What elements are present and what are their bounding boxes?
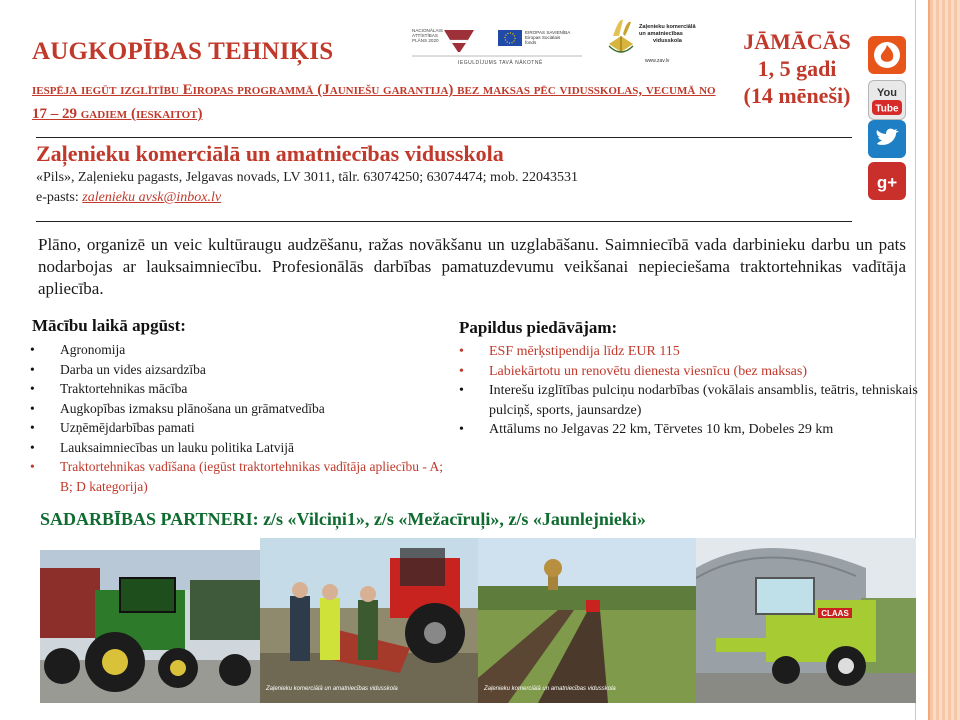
list-item: • Labiekārtotu un renovētu dienesta viesnīcu (bez maksas) bbox=[459, 362, 919, 382]
eu-slogan-text: IEGULDĪJUMS TAVĀ NĀKOTNĒ bbox=[458, 60, 543, 66]
twitter-icon[interactable] bbox=[868, 120, 906, 158]
list-item: • Uzņēmējdarbības pamati bbox=[30, 418, 458, 438]
duration-line-1: JĀMĀCĀS bbox=[743, 29, 851, 54]
list-item: • Attālums no Jelgavas 22 km, Tērvetes 10 km, Dobeles 29 km bbox=[459, 420, 919, 440]
decorative-side-line bbox=[928, 0, 930, 720]
page-subtitle: iespēja iegūt izglītību Eiropas programmā (Jauniešu garantija) bez maksas pēc vidusskolas, vecumā no 17 – 29 gadiem (ieskaitot) bbox=[32, 82, 716, 122]
school-logo-text-3: vidusskola bbox=[653, 38, 682, 44]
list-item: • ESF mērķstipendija līdz EUR 115 bbox=[459, 342, 919, 362]
decorative-side-band bbox=[930, 0, 960, 720]
eu-logo-text-1: EIROPAS SAVIENĪBA bbox=[525, 30, 571, 35]
list-item: • Agronomija bbox=[30, 340, 458, 360]
page-title: AUGKOPĪBAS TEHNIĶIS bbox=[32, 38, 334, 65]
fire-icon[interactable] bbox=[868, 36, 906, 74]
school-email-line bbox=[36, 190, 221, 206]
school-name: Zaļenieku komerciālā un amatniecības vidusskola bbox=[36, 141, 504, 166]
school-logo-text-2: un amatniecības bbox=[639, 31, 683, 37]
list-item: • Darba un vides aizsardzība bbox=[30, 360, 458, 380]
photo-ploughed-field bbox=[478, 538, 696, 703]
combine-brand-label: CLAAS bbox=[821, 609, 849, 618]
photo-students-plough bbox=[260, 538, 478, 703]
youtube-icon[interactable] bbox=[868, 80, 906, 120]
list-item: • Lauksaimniecības un lauku politika Latvijā bbox=[30, 438, 458, 458]
youtube-icon-you: You bbox=[877, 87, 897, 99]
google-plus-icon-text: g+ bbox=[876, 173, 898, 192]
youtube-icon-tube: Tube bbox=[875, 103, 899, 115]
photo-tractors bbox=[40, 550, 260, 703]
latvia-flag-icon bbox=[444, 30, 474, 52]
list-item: • Interešu izglītības pulciņu nodarbības (vokālais ansamblis, teātris, tehniskais pulciņš, sports, jaunsardze) bbox=[459, 381, 919, 420]
eu-logo-text-2: Eiropas Sociālais bbox=[525, 35, 561, 40]
school-address: «Pils», Zaļenieku pagasts, Jelgavas novads, LV 3011, tālr. 63074250; 63074474; mob. 22043531 bbox=[36, 170, 578, 185]
divider-bottom bbox=[36, 221, 852, 222]
photo-caption-2: Zaļenieku komerciālā un amatniecības vidusskola bbox=[484, 686, 616, 692]
photo-caption-1: Zaļenieku komerciālā un amatniecības vidusskola bbox=[266, 686, 398, 692]
funding-logos bbox=[410, 24, 585, 70]
list-item: • Traktortehnikas vadīšana (iegūst traktortehnikas vadītāja apliecību - A; B; D kategorija) bbox=[30, 457, 458, 496]
list-item: • Augkopības izmaksu plānošana un grāmatvedība bbox=[30, 399, 458, 419]
learning-heading: Mācību laikā apgūst: bbox=[32, 316, 186, 335]
school-logo-url: www.zav.lv bbox=[645, 58, 670, 64]
email-link[interactable]: zalenieku avsk@inbox.lv bbox=[82, 190, 222, 205]
email-label: e-pasts: bbox=[36, 190, 79, 205]
duration-line-2: 1, 5 gadi bbox=[757, 56, 837, 81]
list-item: • Traktortehnikas mācība bbox=[30, 379, 458, 399]
school-logo bbox=[605, 14, 715, 76]
book-wheat-icon bbox=[609, 20, 633, 52]
offers-list bbox=[459, 342, 919, 440]
divider-top bbox=[36, 137, 852, 138]
duration-line-3: (14 mēneši) bbox=[743, 83, 851, 108]
photo-combine-harvester bbox=[696, 538, 916, 703]
nap-logo-text-3: PLĀNS 2020 bbox=[412, 38, 439, 43]
eu-logo-text-3: fonds bbox=[525, 40, 537, 45]
learning-list bbox=[30, 340, 458, 496]
eu-flag-icon bbox=[498, 30, 522, 46]
profession-description: Plāno, organizē un veic kultūraugu audzēšanu, ražas novākšanu un uzglabāšanu. Saimniecībā vada darbinieku darbu un pats nodarbojas ar lauksaimniecību. Profesionālās darbības pamatuzdevumu veikšanai nepieciešama traktortehnikas vadītāja apliecība. bbox=[38, 235, 906, 298]
offers-heading: Papildus piedāvājam: bbox=[459, 318, 618, 337]
school-logo-text-1: Zaļenieku komerciālā bbox=[639, 24, 696, 30]
google-plus-icon[interactable] bbox=[868, 162, 906, 200]
study-duration bbox=[722, 28, 872, 109]
nap-logo-text-2: ATTĪSTĪBAS bbox=[412, 33, 438, 38]
nap-logo-text-1: NACIONĀLAIS bbox=[412, 28, 443, 33]
partners-line: SADARBĪBAS PARTNERI: z/s «Vilciņi1», z/s «Mežacīruļi», z/s «Jaunlejnieki» bbox=[40, 509, 646, 529]
